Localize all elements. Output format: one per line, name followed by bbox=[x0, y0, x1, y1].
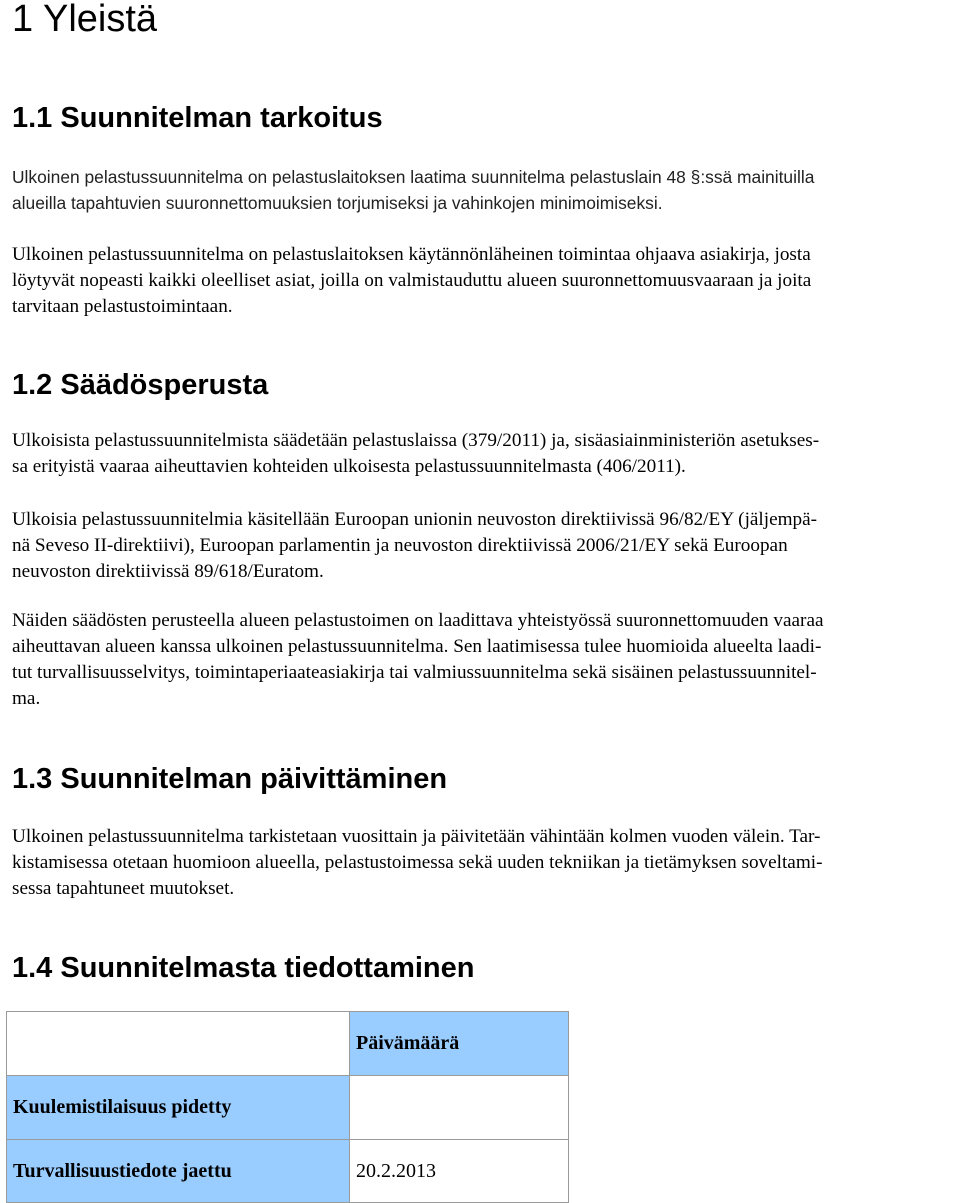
text-line: Näiden säädösten perusteella alueen pelastustoimen on laadittava yhteistyössä suuronnettomuuden vaaraa bbox=[12, 610, 824, 631]
paragraph-1-1-a bbox=[12, 164, 952, 216]
table-row bbox=[7, 1140, 569, 1203]
section-heading-1-3: 1.3 Suunnitelman päivittäminen bbox=[12, 763, 448, 795]
text-line: Ulkoisia pelastussuunnitelmia käsitellään Euroopan unionin neuvoston direktiivissä 96/82/EY (jäljempä- bbox=[12, 509, 818, 530]
text-line: tarvitaan pelastustoimintaan. bbox=[12, 296, 233, 317]
text-line: nä Seveso II-direktiivi), Euroopan parlamentin ja neuvoston direktiivissä 2006/21/EY sekä Euroopan bbox=[12, 535, 788, 556]
text-line: ma. bbox=[12, 688, 41, 709]
section-heading-1-2: 1.2 Säädösperusta bbox=[12, 369, 269, 401]
table-row-label: Turvallisuustiedote jaettu bbox=[7, 1140, 350, 1203]
section-heading-1-1: 1.1 Suunnitelman tarkoitus bbox=[12, 102, 383, 134]
table-row-label: Kuulemistilaisuus pidetty bbox=[7, 1076, 350, 1140]
table-cell-date bbox=[350, 1076, 569, 1140]
chapter-heading: 1 Yleistä bbox=[12, 0, 158, 40]
text-line: sa erityistä vaaraa aiheuttavien kohteiden ulkoisesta pelastussuunnitelmasta (406/2011). bbox=[12, 456, 686, 477]
paragraph-1-1-b bbox=[12, 242, 952, 320]
text-line: neuvoston direktiivissä 89/618/Euratom. bbox=[12, 561, 324, 582]
text-line: Ulkoinen pelastussuunnitelma on pelastuslaitoksen käytännönläheinen toimintaa ohjaava asiakirja, josta bbox=[12, 244, 811, 265]
table-row bbox=[7, 1076, 569, 1140]
paragraph-1-2-c bbox=[12, 608, 952, 712]
text-line: alueilla tapahtuvien suuronnettomuuksien torjumiseksi ja vahinkojen minimoimiseksi. bbox=[12, 193, 663, 213]
text-line: tut turvallisuusselvitys, toimintaperiaateasiakirja tai valmiussuunnitelma sekä sisäinen pelastussuunnitel- bbox=[12, 662, 817, 683]
text-line: kistamisessa otetaan huomioon alueella, pelastustoimessa sekä uuden tekniikan ja tietämyksen soveltami- bbox=[12, 852, 823, 873]
text-line: Ulkoisista pelastussuunnitelmista säädetään pelastuslaissa (379/2011) ja, sisäasiainministeriön asetukses- bbox=[12, 430, 820, 451]
section-heading-1-4: 1.4 Suunnitelmasta tiedottaminen bbox=[12, 952, 475, 984]
paragraph-1-2-a bbox=[12, 428, 952, 480]
text-line: sessa tapahtuneet muutokset. bbox=[12, 878, 235, 899]
table-header-cell-empty bbox=[7, 1012, 350, 1076]
paragraph-1-2-b bbox=[12, 507, 952, 585]
table-header-row bbox=[7, 1012, 569, 1076]
text-line: löytyvät nopeasti kaikki oleelliset asiat, joilla on valmistauduttu alueen suuronnettomuusvaaraan ja joita bbox=[12, 270, 812, 291]
table-header-cell-date: Päivämäärä bbox=[350, 1012, 569, 1076]
text-line: aiheuttavan alueen kanssa ulkoinen pelastussuunnitelma. Sen laatimisessa tulee huomioida alueelta laadi- bbox=[12, 636, 822, 657]
paragraph-1-3-a bbox=[12, 824, 952, 902]
text-line: Ulkoinen pelastussuunnitelma on pelastuslaitoksen laatima suunnitelma pelastuslain 48 §:ssä mainituilla bbox=[12, 167, 815, 187]
notification-table bbox=[6, 1011, 569, 1203]
table-cell-date: 20.2.2013 bbox=[350, 1140, 569, 1203]
text-line: Ulkoinen pelastussuunnitelma tarkistetaan vuosittain ja päivitetään vähintään kolmen vuoden välein. Tar- bbox=[12, 826, 821, 847]
